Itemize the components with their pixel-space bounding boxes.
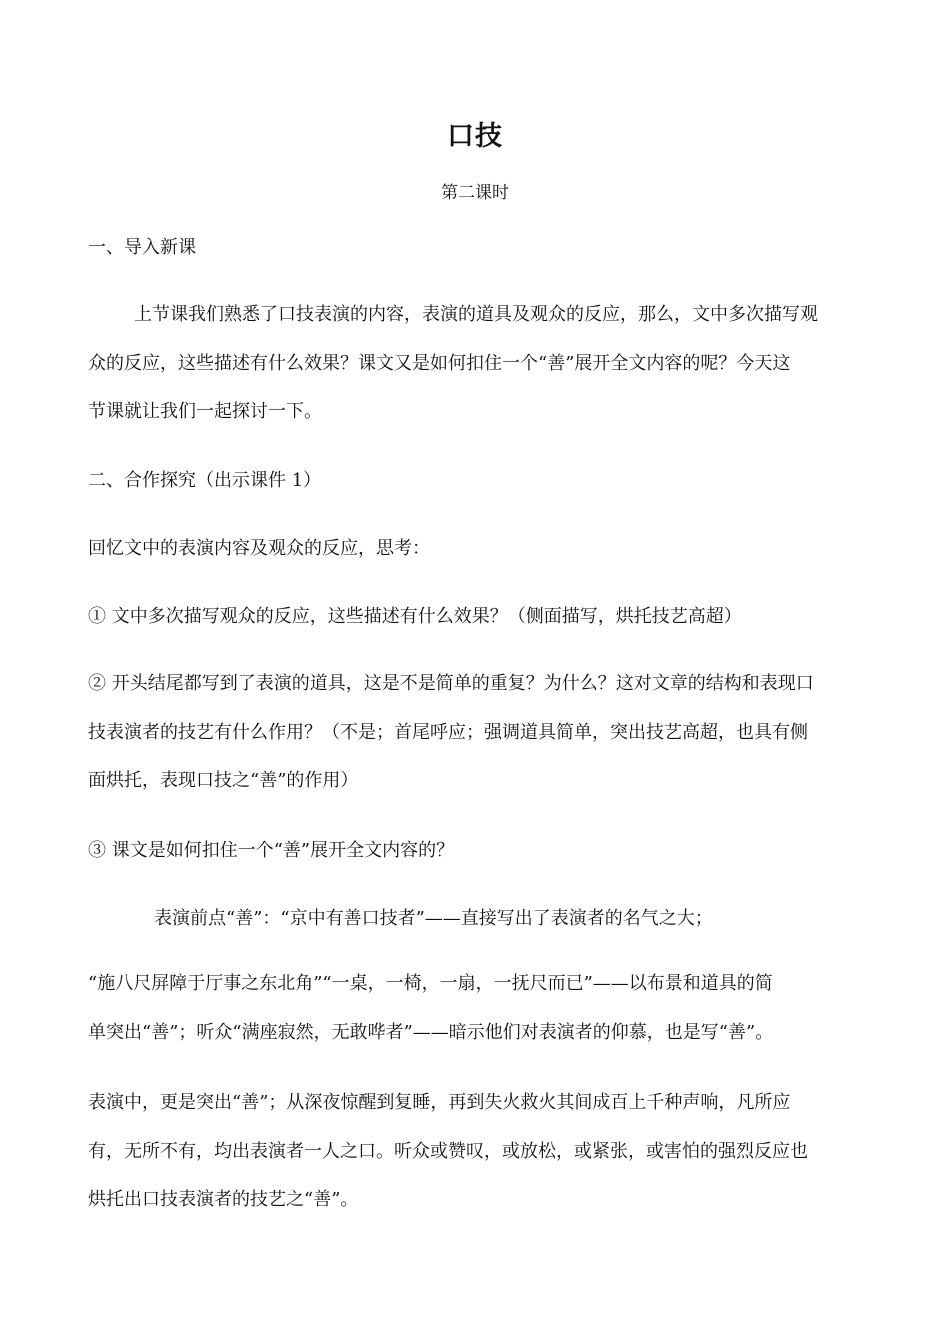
answer-line: 表演中，更是突出“善”；从深夜惊醒到复睡，再到失火救火其间成百上千种声响，凡所应 — [88, 1092, 791, 1113]
question-3: ③ 课文是如何扣住一个“善”展开全文内容的？ — [88, 840, 455, 861]
question-2-line: ② 开头结尾都写到了表演的道具，这是不是简单的重复？为什么？这对文章的结构和表现口 — [88, 673, 814, 694]
answer-before-performance: 表演前点“善”：“京中有善口技者”——直接写出了表演者的名气之大； — [154, 908, 713, 929]
question-1: ① 文中多次描写观众的反应，这些描述有什么效果？（侧面描写，烘托技艺高超） — [88, 606, 742, 627]
answer-line: 有，无所不有，均出表演者一人之口。听众或赞叹，或放松，或紧张，或害怕的强烈反应也 — [88, 1140, 808, 1162]
section-heading-intro: 一、导入新课 — [88, 237, 196, 258]
answer-props-audience — [88, 960, 864, 1057]
document-title: 口技 — [447, 121, 503, 152]
document-subtitle: 第二课时 — [441, 183, 509, 203]
question-2-line: 技表演者的技艺有什么作用？（不是；首尾呼应；强调道具简单，突出技艺高超，也具有侧 — [88, 721, 808, 743]
question-2 — [88, 660, 864, 806]
intro-line: 上节课我们熟悉了口技表演的内容，表演的道具及观众的反应，那么，文中多次描写观 — [134, 304, 818, 325]
intro-line: 节课就让我们一起探讨一下。 — [88, 401, 322, 423]
intro-line: 众的反应，这些描述有什么效果？课文又是如何扣住一个“善”展开全文内容的呢？今天这 — [88, 352, 791, 374]
section-heading-explore: 二、合作探究（出示课件 1） — [88, 470, 322, 491]
answer-line: “施八尺屏障于厅事之东北角”“一桌，一椅，一扇，一抚尺而已”——以布景和道具的简 — [88, 973, 773, 994]
intro-paragraph — [88, 291, 864, 437]
answer-line: 单突出“善”；听众“满座寂然，无敢哗者”——暗示他们对表演者的仰慕，也是写“善”。 — [88, 1021, 774, 1043]
question-2-line: 面烘托，表现口技之“善”的作用） — [88, 770, 359, 792]
thinking-prompt: 回忆文中的表演内容及观众的反应，思考： — [88, 538, 430, 559]
answer-during-performance — [88, 1079, 864, 1225]
answer-line: 烘托出口技表演者的技艺之“善”。 — [88, 1189, 359, 1211]
